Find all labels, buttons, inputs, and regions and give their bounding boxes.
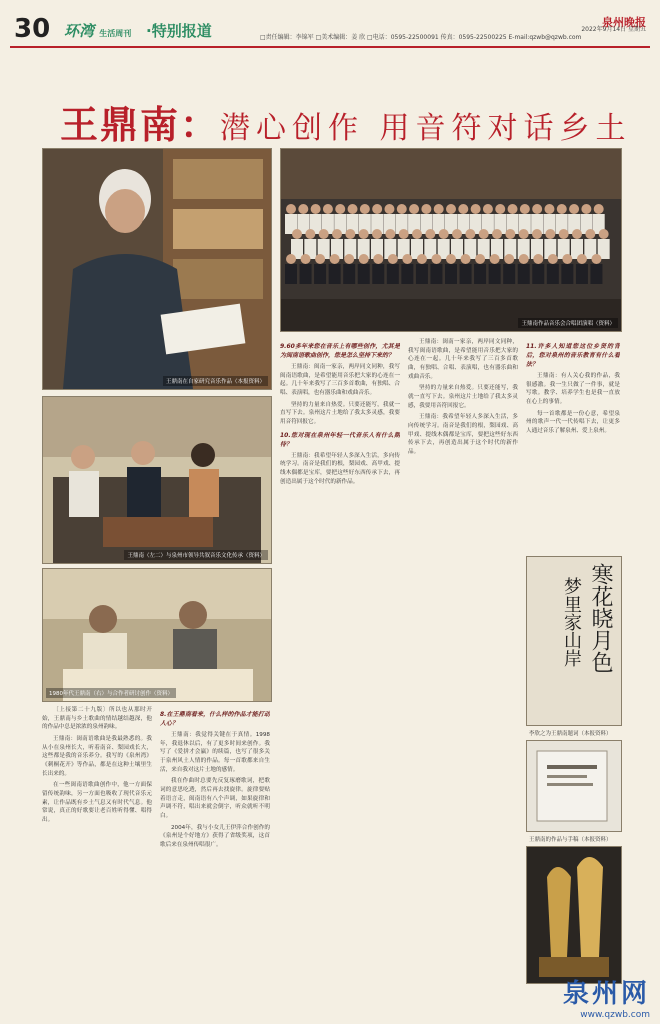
choir-member <box>581 204 591 214</box>
section-name: 环湾 生活周刊 <box>64 22 132 40</box>
choir-member-body <box>343 264 355 284</box>
calligraphy-line-1: 寒花晓月色 <box>588 563 613 673</box>
choir-member <box>344 254 354 264</box>
choir-member <box>431 254 441 264</box>
choir-member <box>492 229 502 239</box>
choir-member <box>373 254 383 264</box>
manuscript-image <box>527 741 621 831</box>
choir-member <box>505 229 515 239</box>
choir-member-body <box>358 264 370 284</box>
calligraphy-photo <box>526 556 622 726</box>
choir-member-body <box>518 264 530 284</box>
portrait-caption: 王鼎南在自家研究音乐作品（本报资料） <box>163 376 268 386</box>
choir-member <box>475 254 485 264</box>
choir-member <box>519 229 529 239</box>
watermark-name: 泉州网 <box>562 979 650 1009</box>
choir-member <box>572 229 582 239</box>
paragraph: 在一些闽南语歌曲创作中，他一方面保留传统韵味，另一方面也吸收了现代音乐元素，让作品既有乡土气息又有时代气息。他常说，真正的好歌要让老百姓听得懂、唱得出。 <box>42 782 152 823</box>
choir-member <box>384 204 394 214</box>
issue-date: 2022年9月14日 星期五 <box>581 26 646 33</box>
choir-member <box>421 204 431 214</box>
article-column-3 <box>280 338 400 998</box>
choir-member-body <box>430 264 442 284</box>
choir-member <box>409 204 419 214</box>
choir-member <box>301 254 311 264</box>
choir-member <box>372 204 382 214</box>
collab-photo <box>42 568 272 702</box>
choir-member <box>311 204 321 214</box>
paragraph: 王鼎南：有人关心我的作品，我很感激。我一生只做了一件事，就是写歌。教学、培养学生也是我一直放在心上的事情。 <box>526 373 620 405</box>
calligraphy-line-2: 梦里家山岸 <box>561 577 582 667</box>
choir-member <box>298 204 308 214</box>
collab-caption: 1980年代王鼎南（右）与合作者研讨创作（资料） <box>46 688 176 698</box>
choir-member-body <box>576 264 588 284</box>
choir-member <box>557 204 567 214</box>
choir-member <box>286 254 296 264</box>
choir-member <box>569 204 579 214</box>
site-watermark <box>563 973 650 1020</box>
choir-member <box>461 254 471 264</box>
trophy-image <box>527 847 621 983</box>
choir-member <box>425 229 435 239</box>
choir-member <box>585 229 595 239</box>
choir-member <box>508 204 518 214</box>
page-title: 王鼎南：潜心创作 用音符对话乡土 <box>60 102 632 147</box>
article-column-5 <box>526 338 620 548</box>
article-column-1 <box>42 706 152 996</box>
choir-member-body <box>503 264 515 284</box>
choir-member <box>544 204 554 214</box>
choir-member-body <box>300 264 312 284</box>
choir-member <box>286 204 296 214</box>
manuscript-caption: 王鼎南的作品与手稿（本报资料） <box>529 837 612 843</box>
paragraph: 王鼎南：我希望年轻人多深入生活，多向传统学习。南音是我们的根，梨园戏、高甲戏、提线木偶都是宝库，要把这些好东西传承下去，再创造出属于这个时代的新作品。 <box>280 452 400 485</box>
choir-member <box>434 204 444 214</box>
choir-member <box>446 204 456 214</box>
choir-member <box>471 204 481 214</box>
choir-member-body <box>474 264 486 284</box>
choir-member <box>465 229 475 239</box>
paragraph: 每一首歌都是一份心意，希望泉州的歌声一代一代传唱下去，让更多人通过音乐了解泉州、爱上泉州。 <box>526 410 620 434</box>
choir-member <box>359 254 369 264</box>
choir-member-body <box>372 264 384 284</box>
page-number: 30 <box>14 14 51 44</box>
article-column-4 <box>408 338 518 998</box>
paragraph: 2004年，我与小女儿王伊萍合作创作的《泉州是个好地方》获得了省级奖项，这首歌后来在泉州传唱很广。 <box>160 824 270 848</box>
paragraph: 王鼎南：闽南一家亲，两岸同文同种，我写闽南语歌曲，是希望能用音乐把大家的心连在一起。几十年来我写了三百多首歌曲，有独唱、合唱、表演唱，也有器乐曲和戏曲音乐。 <box>408 339 518 380</box>
meeting-caption: 王鼎南（左二）与泉州市领导共叙音乐文化传承（资料） <box>124 550 268 560</box>
paragraph: 王鼎南：闽南语歌曲是我最熟悉的。我从小在泉州长大，听着南音、梨园戏长大，这些都是我的音乐养分。我写的《泉州湾》《刺桐花开》等作品，都是在这种土壤里生长出来的。 <box>42 735 152 777</box>
choir-member <box>548 254 558 264</box>
paragraph: 王鼎南：我希望年轻人多深入生活，多向传统学习。南音是我们的根，梨园戏、高甲戏、提线木偶都是宝库，要把这些好东西传承下去，再创造出属于这个时代的新作品。 <box>408 414 518 455</box>
choir-member <box>397 204 407 214</box>
choir-member <box>412 229 422 239</box>
manuscript-photo <box>526 740 622 832</box>
choir-member-body <box>590 264 602 284</box>
choir-member <box>446 254 456 264</box>
question-heading: 10.您对现在泉州年轻一代音乐人有什么期待？ <box>280 431 400 448</box>
choir-member-body <box>416 264 428 284</box>
choir-member <box>504 254 514 264</box>
choir-member <box>545 229 555 239</box>
choir-member-body <box>489 264 501 284</box>
choir-member <box>533 254 543 264</box>
choir-member-body <box>314 264 326 284</box>
choir-member <box>388 254 398 264</box>
choir-member-body <box>532 264 544 284</box>
choir-member-body <box>561 264 573 284</box>
choir-member <box>577 254 587 264</box>
choir-member <box>599 229 609 239</box>
plaque-caption: 李欣之为王鼎南题词（本报资料） <box>529 731 612 737</box>
choir-member <box>417 254 427 264</box>
choir-member-body <box>547 264 559 284</box>
choir-member <box>594 204 604 214</box>
choir-member <box>332 229 342 239</box>
choir-member <box>323 204 333 214</box>
choir-member <box>458 204 468 214</box>
article-column-2 <box>160 706 270 996</box>
choir-member <box>399 229 409 239</box>
choir-image <box>281 149 621 331</box>
page-header <box>10 10 650 48</box>
choir-member <box>345 229 355 239</box>
choir-member <box>319 229 329 239</box>
choir-member <box>532 204 542 214</box>
paragraph: 王鼎南：我觉得关键在于真情。1998年，我退休以后，有了更多时间来创作。我写了《爱拼才会赢》的续篇，也写了很多关于泉州风土人情的作品。每一首歌都来自生活，来自我对这片土地的感情。 <box>160 732 270 773</box>
choir-member <box>348 204 358 214</box>
portrait-image <box>43 149 271 389</box>
watermark-url: www.qzwb.com <box>580 1010 650 1020</box>
choir-member <box>519 254 529 264</box>
paragraph: 我在作曲时总要先反复琢磨歌词，把歌词的意思吃透，然后再去找旋律。旋律要贴着语言走，闽南语有八个声调，如果旋律和声调不符，唱出来就会倒字，听众就听不明白。 <box>160 778 270 819</box>
editor-info: □责任编辑：李锦军 □美术编辑：姜 欣 □电话：0595-22500091 传真：0595-22500225 E-mail:qzwb@qzwb.com <box>260 34 582 41</box>
choir-member-body <box>285 264 297 284</box>
choir-caption: 王鼎南作品音乐会合唱团演唱（资料） <box>518 318 618 328</box>
choir-member <box>292 229 302 239</box>
meeting-photo <box>42 396 272 564</box>
choir-member <box>359 229 369 239</box>
section-tag: ·特别报道 <box>146 22 212 40</box>
choir-member <box>385 229 395 239</box>
paragraph: 坚持的力量来自热爱。只要还能写，我就一直写下去。泉州这片土地给了我太多灵感，我要用音符回报它。 <box>408 385 518 409</box>
choir-member-body <box>329 264 341 284</box>
choir-photo <box>280 148 622 332</box>
meeting-image <box>43 397 271 563</box>
choir-member <box>479 229 489 239</box>
choir-member <box>315 254 325 264</box>
choir-member <box>402 254 412 264</box>
trophy-photo <box>526 846 622 984</box>
choir-member <box>360 204 370 214</box>
choir-member <box>305 229 315 239</box>
brand-logo: 泉州晚报 <box>602 16 646 29</box>
choir-member <box>520 204 530 214</box>
choir-member <box>532 229 542 239</box>
choir-member <box>495 204 505 214</box>
choir-member-body <box>387 264 399 284</box>
choir-member <box>335 204 345 214</box>
paragraph: 王鼎南：闽南一家亲，两岸同文同种，我写闽南语歌曲，是希望能用音乐把大家的心连在一起。几十年来我写了三百多首歌曲，有独唱、合唱、表演唱，也有器乐曲和戏曲音乐。 <box>280 364 400 396</box>
collab-image <box>43 569 271 701</box>
choir-member <box>591 254 601 264</box>
paragraph: 坚持的力量来自热爱。只要还能写，我就一直写下去。泉州这片土地给了我太多灵感，我要用音符回报它。 <box>280 401 400 425</box>
choir-member <box>439 229 449 239</box>
choir-member <box>562 254 572 264</box>
choir-member <box>452 229 462 239</box>
paragraph: 〔上接第二十九版〕所以也从那时开始，王鼎南与乡土歌曲的情结越结越深，他的作品中总是浓浓的泉州韵味。 <box>42 707 152 731</box>
choir-member <box>330 254 340 264</box>
choir-member-body <box>460 264 472 284</box>
choir-member <box>490 254 500 264</box>
choir-member <box>483 204 493 214</box>
choir-member <box>559 229 569 239</box>
question-heading: 8.在王鼎南看来，什么样的作品才能打动人心？ <box>160 711 270 727</box>
portrait-photo <box>42 148 272 390</box>
question-heading: 9.60多年来您在音乐上有哪些创作，尤其是为闽南语歌曲创作，您是怎么坚持下来的？ <box>280 343 400 359</box>
choir-member-body <box>401 264 413 284</box>
choir-member-body <box>445 264 457 284</box>
question-heading: 11.许多人知道您这位乡贤的背后，您对泉州的音乐教育有什么看法？ <box>526 343 620 368</box>
choir-member <box>372 229 382 239</box>
